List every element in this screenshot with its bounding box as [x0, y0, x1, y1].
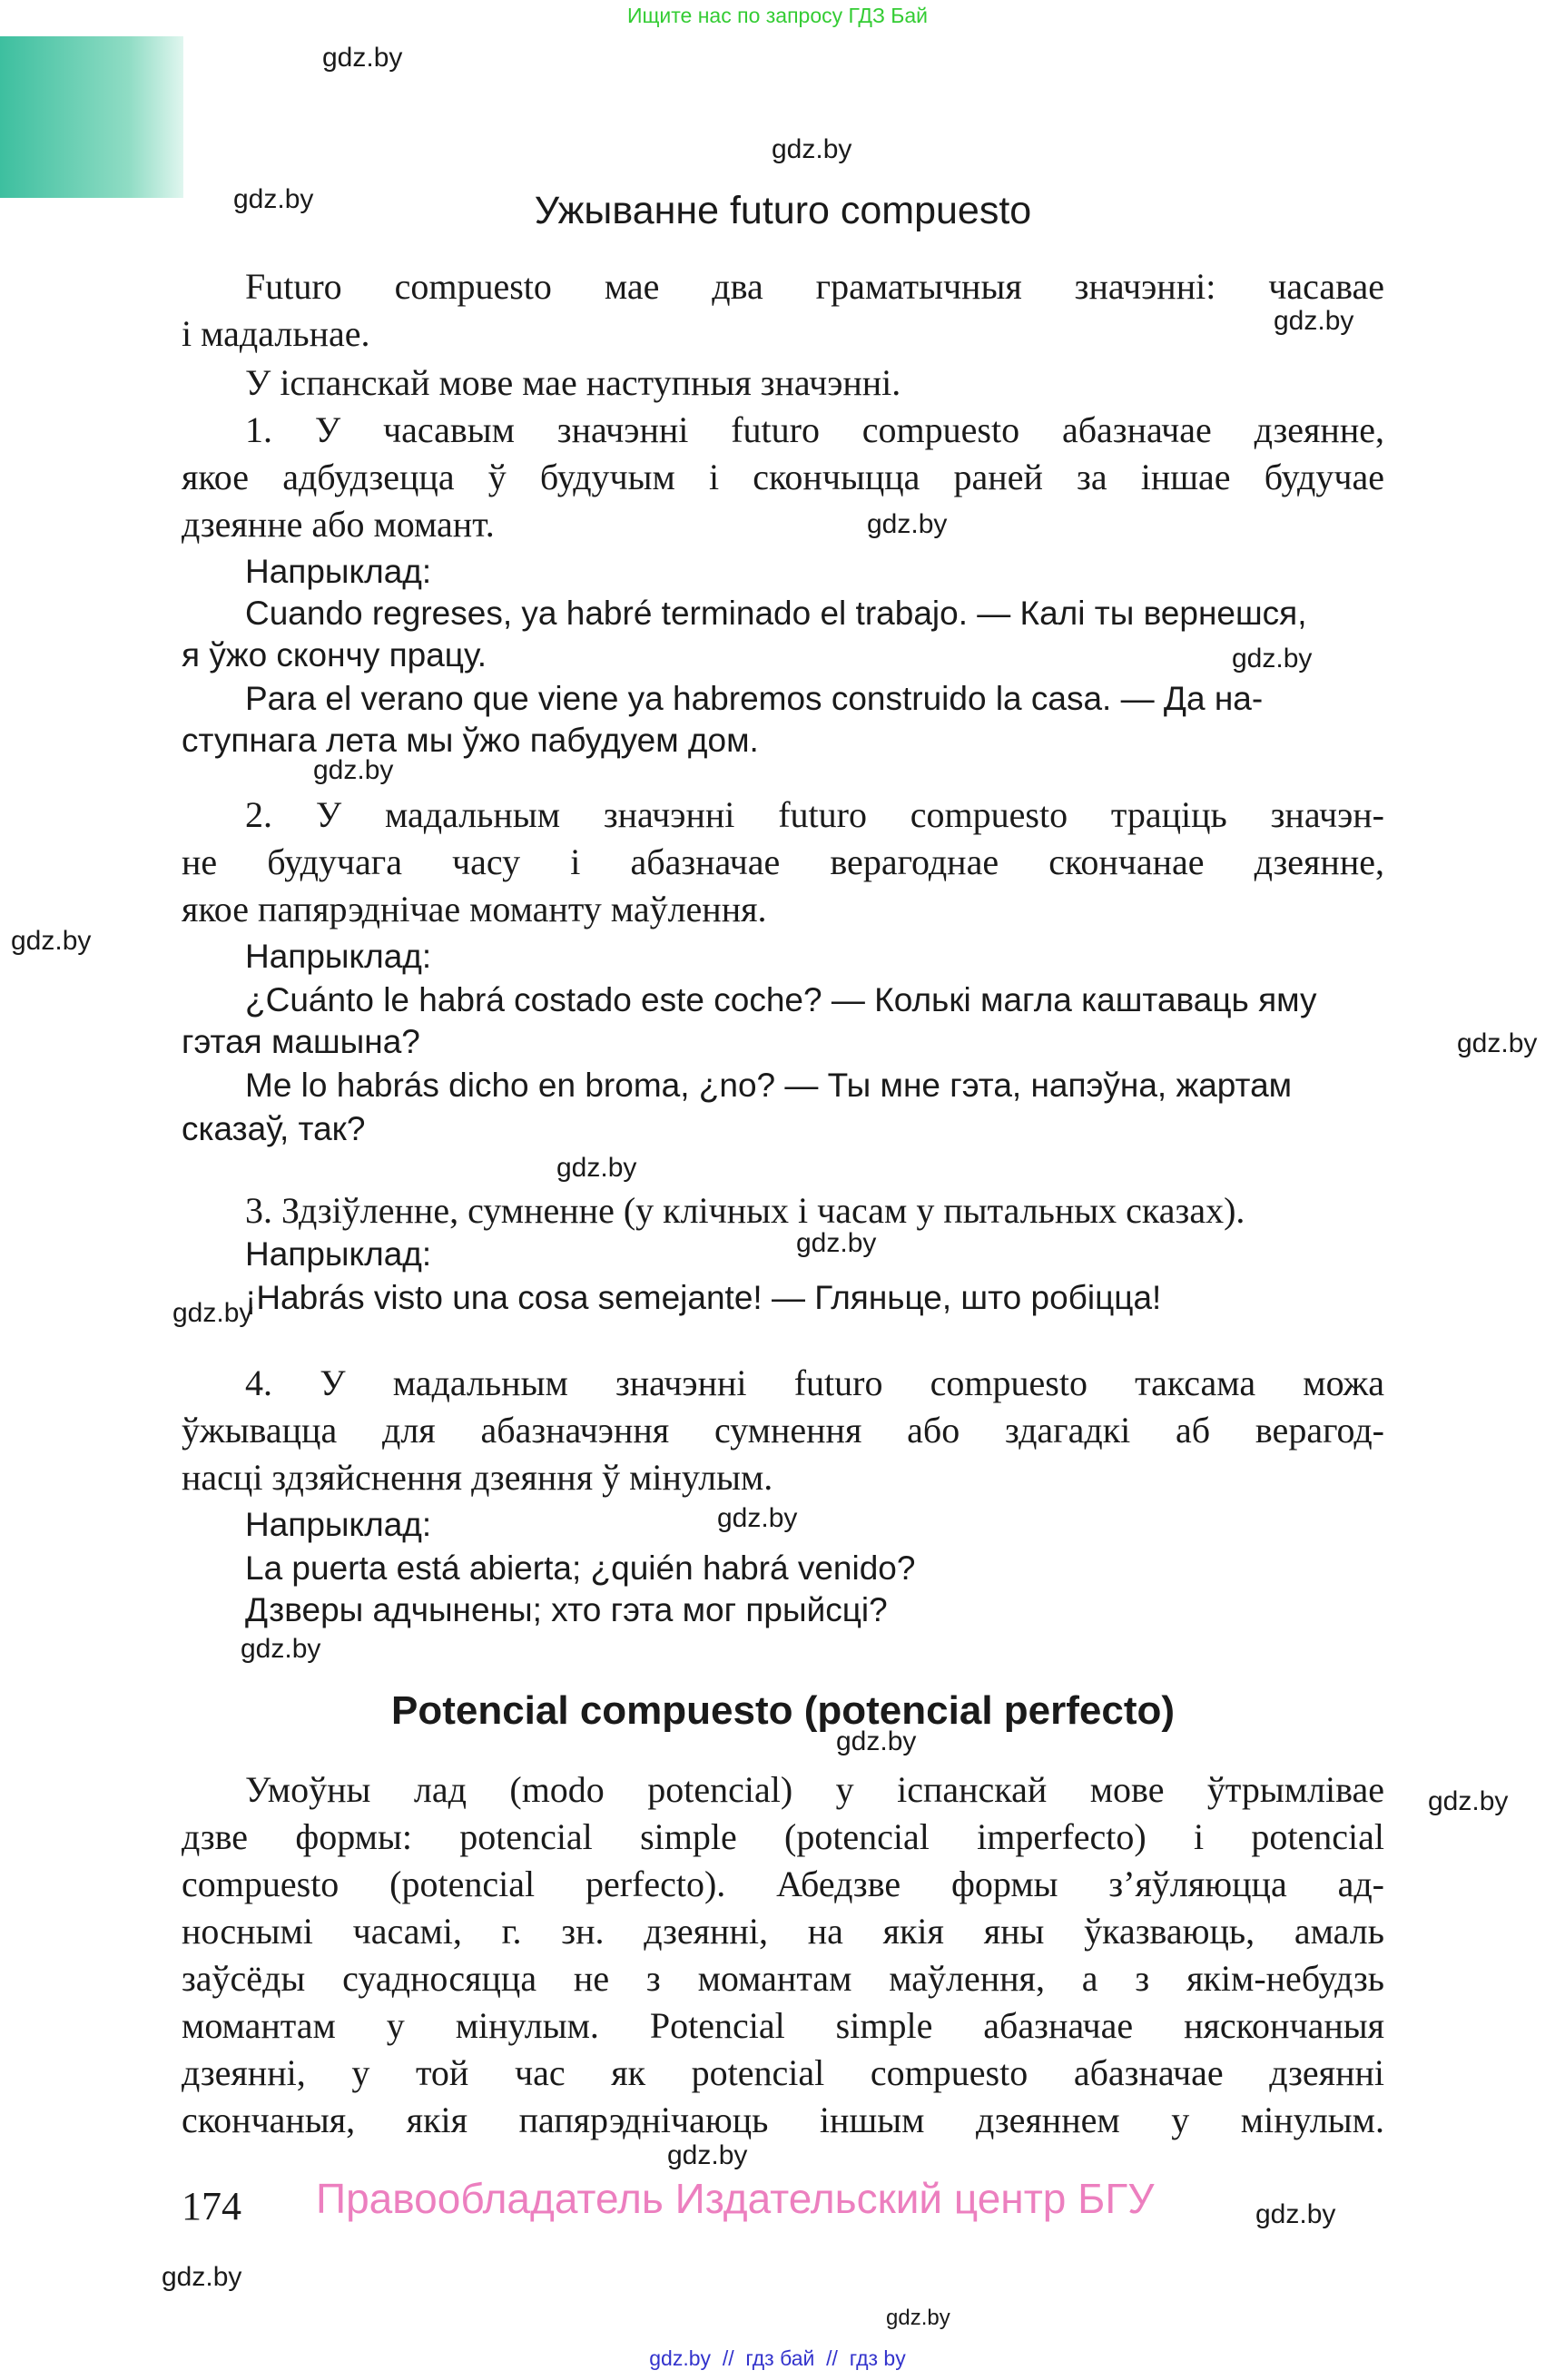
watermark: gdz.by: [322, 43, 403, 73]
example-label: Напрыклад:: [245, 1235, 432, 1273]
section-title: Ужыванне futuro compuesto: [534, 189, 1032, 232]
footer-links: [0, 2346, 1555, 2371]
page-number: 174: [182, 2184, 241, 2228]
paragraph: 2. У мадальным значэнні futuro compuesto траціць значэн-: [245, 794, 1384, 835]
watermark: gdz.by: [1457, 1028, 1538, 1058]
watermark: gdz.by: [172, 1298, 253, 1328]
paragraph-line: дзве формы: potencial simple (potencial imperfecto) і potencial: [182, 1816, 1384, 1857]
example-label: Напрыклад:: [245, 938, 432, 975]
example-line: я ўжо скончу працу.: [182, 636, 487, 674]
watermark: gdz.by: [667, 2140, 748, 2170]
watermark: gdz.by: [11, 926, 92, 956]
rights-notice: Правообладатель Издательский центр БГУ: [316, 2175, 1155, 2222]
paragraph-line: дзеянне або момант.: [182, 504, 495, 545]
paragraph-line: момантам у мінулым. Potencial simple абазначае няскончаныя: [182, 2005, 1384, 2046]
paragraph-line: compuesto (potencial perfecto). Абедзве формы з’яўляюцца ад-: [182, 1864, 1384, 1904]
paragraph: 4. У мадальным значэнні futuro compuesto таксама можа: [245, 1362, 1384, 1403]
paragraph-line: скончаныя, якія папярэднічаюць іншым дзеяннем у мінулым.: [182, 2100, 1384, 2140]
paragraph-line: не будучага часу і абазначае верагоднае скончанае дзеянне,: [182, 841, 1384, 882]
paragraph: У іспанскай мове мае наступныя значэнні.: [245, 362, 901, 403]
example-line: Cuando regreses, ya habré terminado el trabajo. — Калі ты вернешся,: [245, 595, 1307, 632]
watermark: gdz.by: [556, 1153, 637, 1183]
example-line: сказаў, так?: [182, 1110, 366, 1147]
top-banner[interactable]: Ищите нас по запросу ГДЗ Бай: [626, 4, 929, 27]
watermark: gdz.by: [1232, 644, 1313, 674]
paragraph: Умоўны лад (modo potencial) у іспанскай мове ўтрымлівае: [245, 1769, 1384, 1810]
watermark: gdz.by: [886, 2306, 950, 2330]
paragraph-line: якое папярэднічае моманту маўлення.: [182, 889, 767, 929]
paragraph-line: заўсёды суадносяцца не з момантам маўлення, а з якім-небудзь: [182, 1958, 1384, 1999]
footer-link[interactable]: gdz.by: [649, 2346, 712, 2370]
paragraph-line: якое адбудзецца ў будучым і скончыцца раней за іншае будучае: [182, 457, 1384, 497]
footer-separator: //: [826, 2346, 838, 2370]
example-line: ¡Habrás visto una cosa semejante! — Гляньце, што робіцца!: [245, 1279, 1162, 1316]
footer-separator: //: [722, 2346, 734, 2370]
example-line: ¿Cuánto le habrá costado este coche? — Колькі магла каштаваць яму: [245, 981, 1317, 1018]
paragraph: 1. У часавым значэнні futuro compuesto абазначае дзеянне,: [245, 409, 1384, 450]
example-line: Дзверы адчынены; хто гэта мог прыйсці?: [245, 1591, 888, 1628]
example-label: Напрыклад:: [245, 1506, 432, 1543]
example-line: La puerta está abierta; ¿quién habrá venido?: [245, 1549, 916, 1587]
corner-decoration: [0, 36, 183, 198]
example-line: Para el verano que viene ya habremos construido la casa. — Да на-: [245, 680, 1264, 717]
watermark: gdz.by: [1255, 2199, 1336, 2229]
watermark: gdz.by: [313, 755, 394, 785]
watermark: gdz.by: [772, 134, 852, 164]
paragraph-line: і мадальнае.: [182, 313, 370, 354]
watermark: gdz.by: [162, 2262, 242, 2292]
watermark: gdz.by: [1428, 1786, 1509, 1816]
watermark: gdz.by: [836, 1726, 917, 1756]
watermark: gdz.by: [241, 1634, 321, 1664]
example-line: гэтая машына?: [182, 1023, 420, 1060]
watermark: gdz.by: [867, 509, 948, 539]
footer-link[interactable]: гдз by: [849, 2346, 906, 2370]
paragraph-line: насці здзяйснення дзеяння ў мінулым.: [182, 1457, 773, 1498]
footer-link[interactable]: гдз бай: [745, 2346, 815, 2370]
watermark: gdz.by: [717, 1503, 798, 1533]
paragraph-line: носнымі часамі, г. зн. дзеянні, на якія яны ўказваюць, амаль: [182, 1911, 1384, 1952]
watermark: gdz.by: [796, 1228, 877, 1258]
section-title: Potencial compuesto (potencial perfecto): [390, 1688, 1176, 1733]
example-label: Напрыклад:: [245, 553, 432, 590]
watermark: gdz.by: [233, 184, 314, 214]
paragraph: 3. Здзіўленне, сумненне (у клічных і часам у пытальных сказах).: [245, 1190, 1245, 1231]
paragraph-line: дзеянні, у той час як potencial compuesto абазначае дзеянні: [182, 2052, 1384, 2093]
paragraph-line: ўжывацца для абазначэння сумнення або здагадкі аб верагод-: [182, 1410, 1384, 1451]
example-line: ступнага лета мы ўжо пабудуем дом.: [182, 722, 759, 759]
paragraph: Futuro compuesto мае два граматычныя значэнні: часавае: [245, 266, 1384, 307]
example-line: Me lo habrás dicho en broma, ¿no? — Ты мне гэта, напэўна, жартам: [245, 1067, 1293, 1104]
watermark: gdz.by: [1274, 306, 1354, 336]
